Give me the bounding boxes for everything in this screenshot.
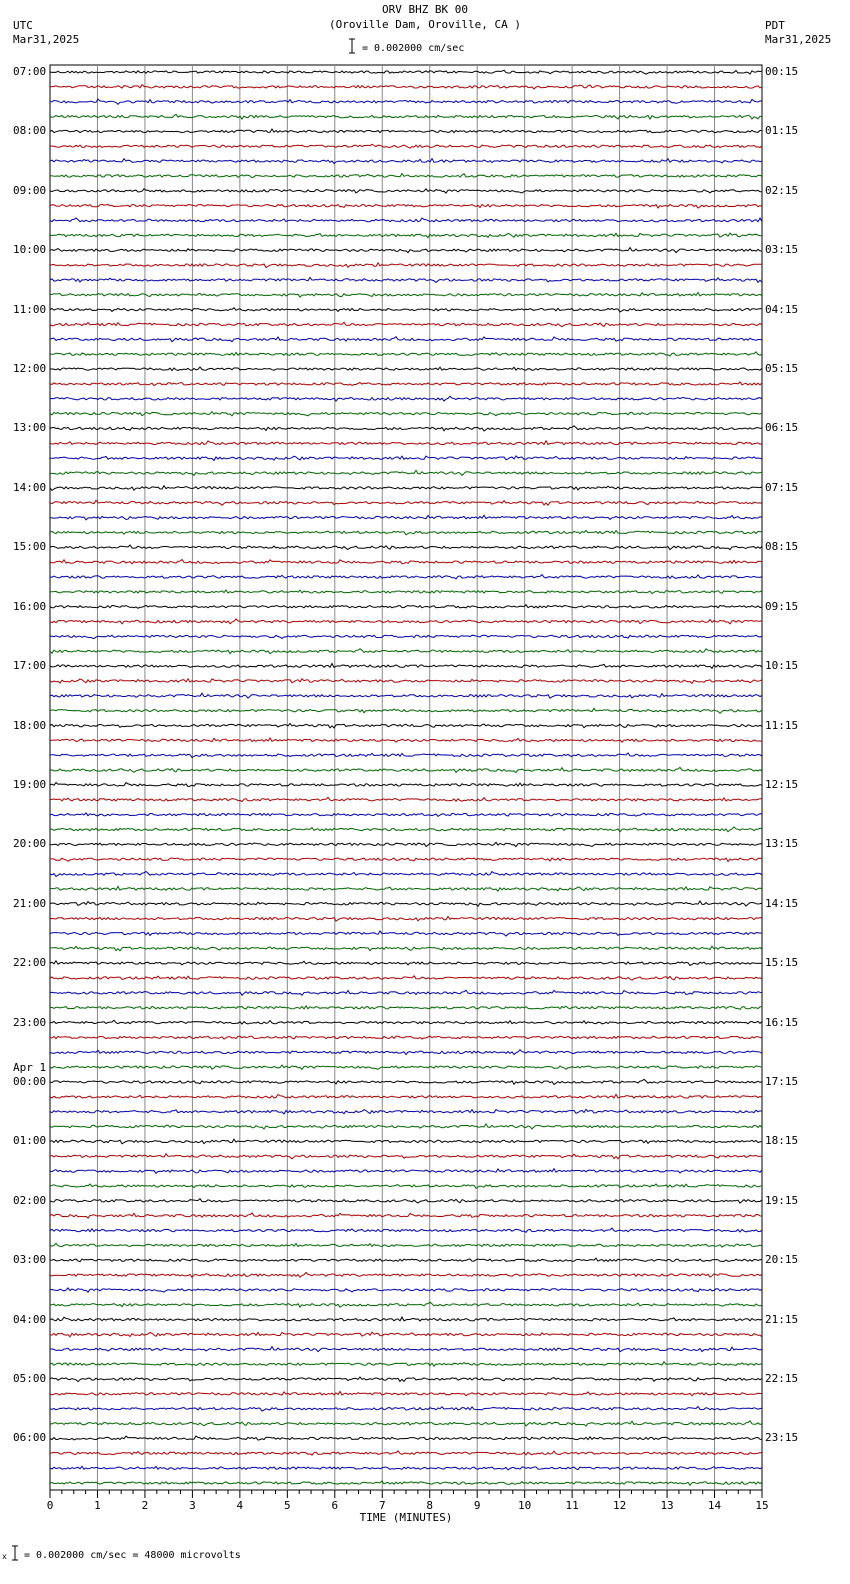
trace-42 [50,693,762,698]
right-hour-label: 15:15 [765,956,799,970]
trace-95 [50,1481,762,1485]
trace-47 [50,767,762,772]
left-hour-label: 15:00 [13,540,47,554]
left-date: Mar31,2025 [13,33,80,46]
trace-71 [50,1124,762,1129]
trace-72 [50,1139,762,1144]
trace-18 [50,337,762,342]
trace-52 [50,842,762,846]
trace-90 [50,1407,762,1412]
trace-12 [50,248,762,253]
trace-40 [50,664,762,669]
trace-21 [50,382,762,386]
left-hour-label: 14:00 [13,480,47,494]
scale-label: = 0.002000 cm/sec [362,43,465,54]
trace-57 [50,916,762,921]
trace-94 [50,1466,762,1470]
trace-86 [50,1347,762,1352]
trace-17 [50,322,762,326]
right-hour-label: 08:15 [765,540,799,554]
trace-66 [50,1050,762,1055]
left-hour-label: 02:00 [13,1193,47,1207]
trace-82 [50,1288,762,1292]
trace-20 [50,367,762,371]
trace-51 [50,827,762,832]
trace-5 [50,144,762,148]
left-timezone: UTC [13,19,33,32]
trace-80 [50,1258,762,1262]
right-hour-label: 11:15 [765,718,799,732]
trace-77 [50,1213,762,1218]
right-hour-label: 18:15 [765,1134,799,1148]
trace-3 [50,114,762,119]
trace-29 [50,500,762,505]
trace-6 [50,159,762,164]
trace-11 [50,233,762,238]
trace-59 [50,946,762,951]
trace-7 [50,174,762,178]
x-tick-label-0: 0 [46,1499,54,1512]
trace-54 [50,872,762,877]
left-hour-label: 19:00 [13,777,47,791]
trace-58 [50,931,762,936]
trace-62 [50,990,762,995]
right-date: Mar31,2025 [765,33,832,46]
right-hour-label: 17:15 [765,1074,799,1088]
trace-25 [50,441,762,445]
trace-78 [50,1228,762,1232]
trace-61 [50,976,762,980]
trace-41 [50,679,762,684]
trace-10 [50,218,762,222]
right-hour-label: 12:15 [765,777,799,791]
right-hour-label: 07:15 [765,480,799,494]
trace-49 [50,797,762,801]
trace-76 [50,1199,762,1204]
trace-43 [50,708,762,713]
trace-89 [50,1392,762,1396]
right-hour-label: 13:15 [765,837,799,851]
trace-38 [50,635,762,638]
trace-22 [50,396,762,401]
x-tick-label-6: 6 [331,1499,339,1512]
right-hour-label: 01:15 [765,124,799,138]
trace-87 [50,1362,762,1366]
trace-68 [50,1079,762,1084]
trace-53 [50,858,762,862]
left-hour-label: 11:00 [13,302,47,316]
right-hour-label: 09:15 [765,599,799,613]
trace-39 [50,649,762,654]
trace-93 [50,1451,762,1455]
right-hour-label: 00:15 [765,65,799,78]
right-hour-label: 14:15 [765,896,799,910]
x-tick-label-7: 7 [378,1499,386,1512]
right-hour-label: 22:15 [765,1372,799,1386]
left-hour-label: 13:00 [13,421,47,435]
right-timezone: PDT [765,19,785,32]
x-tick-label-13: 13 [660,1499,674,1512]
x-tick-label-12: 12 [612,1499,627,1512]
trace-33 [50,560,762,564]
x-axis-label: TIME (MINUTES) [359,1511,453,1524]
trace-84 [50,1317,762,1321]
trace-26 [50,456,762,461]
x-tick-label-8: 8 [426,1499,434,1512]
trace-30 [50,515,762,520]
chart-title: ORV BHZ BK 00 [381,3,469,16]
left-hour-label: 20:00 [13,837,47,851]
trace-64 [50,1020,762,1024]
right-hour-label: 02:15 [765,183,799,197]
trace-28 [50,486,762,491]
left-hour-label: 04:00 [13,1312,47,1326]
trace-23 [50,412,762,416]
trace-75 [50,1184,762,1188]
left-hour-label: 22:00 [13,956,47,970]
trace-48 [50,783,762,787]
trace-92 [50,1436,762,1440]
left-hour-label: 10:00 [13,243,47,257]
trace-14 [50,278,762,283]
trace-19 [50,352,762,356]
trace-27 [50,470,762,475]
trace-63 [50,1006,762,1010]
trace-65 [50,1036,762,1039]
right-hour-label: 04:15 [765,302,799,316]
trace-44 [50,724,762,729]
trace-36 [50,605,762,609]
right-hour-label: 16:15 [765,1015,799,1029]
left-hour-label: 05:00 [13,1372,47,1386]
left-hour-label: 06:00 [13,1431,47,1445]
trace-0 [50,70,762,74]
trace-8 [50,189,762,193]
left-hour-label: 23:00 [13,1015,47,1029]
trace-88 [50,1377,762,1382]
left-hour-label: 03:00 [13,1253,47,1267]
x-tick-label-2: 2 [141,1499,149,1512]
x-tick-label-4: 4 [236,1499,244,1512]
trace-81 [50,1273,762,1278]
x-tick-label-9: 9 [473,1499,481,1512]
x-tick-label-11: 11 [565,1499,579,1512]
trace-50 [50,813,762,817]
right-hour-label: 19:15 [765,1193,799,1207]
trace-1 [50,85,762,89]
left-hour-label: 08:00 [13,124,47,138]
right-hour-label: 06:15 [765,421,799,435]
trace-45 [50,738,762,742]
trace-35 [50,590,762,594]
x-tick-label-1: 1 [94,1499,101,1512]
trace-69 [50,1094,762,1098]
x-tick-label-14: 14 [707,1499,722,1512]
trace-32 [50,545,762,550]
x-tick-label-10: 10 [518,1499,532,1512]
trace-16 [50,308,762,312]
trace-67 [50,1065,762,1069]
right-hour-label: 21:15 [765,1312,799,1326]
trace-56 [50,901,762,906]
left-hour-label: 00:00 [13,1074,47,1088]
right-hour-label: 03:15 [765,243,799,257]
trace-2 [50,99,762,104]
footer-scale-icon [11,1545,19,1561]
x-tick-label-3: 3 [189,1499,196,1512]
right-hour-label: 23:15 [765,1431,799,1445]
left-hour-label: 09:00 [13,183,47,197]
trace-73 [50,1154,762,1159]
date-change-label: Apr 1 [13,1060,47,1074]
corner-mark: x [2,1552,7,1561]
trace-31 [50,531,762,535]
left-hour-label: 21:00 [13,896,47,910]
left-hour-label: 18:00 [13,718,47,732]
x-tick-label-15: 15 [755,1499,769,1512]
right-hour-label: 20:15 [765,1253,799,1267]
trace-70 [50,1109,762,1114]
right-hour-label: 10:15 [765,659,799,673]
right-hour-label: 05:15 [765,362,799,376]
trace-74 [50,1169,762,1174]
trace-79 [50,1243,762,1247]
trace-46 [50,753,762,758]
trace-34 [50,575,762,579]
left-hour-label: 01:00 [13,1134,47,1148]
chart-subtitle: (Oroville Dam, Oroville, CA ) [328,18,522,31]
left-hour-label: 17:00 [13,659,47,673]
left-hour-label: 16:00 [13,599,47,613]
left-hour-label: 12:00 [13,362,47,376]
trace-55 [50,886,762,891]
trace-13 [50,263,762,268]
footer-scale-note: = 0.002000 cm/sec = 48000 microvolts [24,1550,241,1561]
trace-15 [50,292,762,297]
trace-91 [50,1421,762,1426]
left-hour-label: 07:00 [13,65,47,78]
trace-9 [50,205,762,209]
trace-60 [50,961,762,966]
trace-83 [50,1302,762,1307]
trace-85 [50,1332,762,1337]
trace-4 [50,129,762,133]
x-tick-label-5: 5 [284,1499,291,1512]
trace-24 [50,426,762,431]
trace-37 [50,619,762,624]
